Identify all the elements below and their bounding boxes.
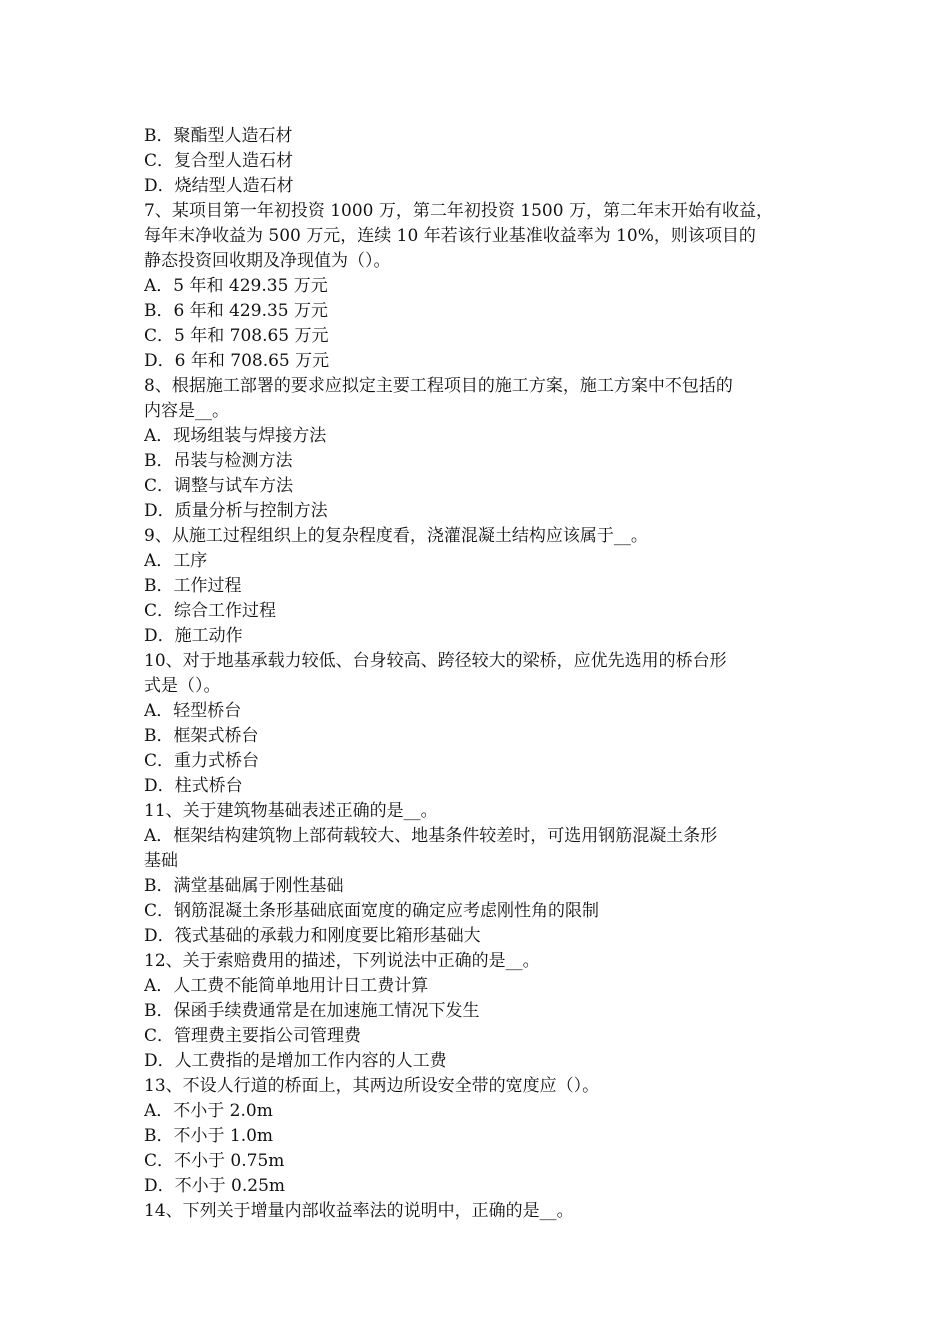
text-line: A．人工费不能简单地用计日工费计算 <box>144 976 429 996</box>
text-line: D．人工费指的是增加工作内容的人工费 <box>144 1051 447 1071</box>
text-line: 每年末净收益为 500 万元，连续 10 年若该行业基准收益率为 10%，则该项目的 <box>144 226 756 246</box>
text-line: B．6 年和 429.35 万元 <box>144 301 329 321</box>
text-line: C．不小于 0.75m <box>144 1151 285 1171</box>
text-line: B．保函手续费通常是在加速施工情况下发生 <box>144 1001 480 1021</box>
text-line: D．施工动作 <box>144 626 243 646</box>
text-line: C．综合工作过程 <box>144 601 277 621</box>
text-line: B．不小于 1.0m <box>144 1126 274 1146</box>
text-line: 10、对于地基承载力较低、台身较高、跨径较大的梁桥，应优先选用的桥台形 <box>144 651 727 671</box>
text-line: D．6 年和 708.65 万元 <box>144 351 330 371</box>
text-line: C．钢筋混凝土条形基础底面宽度的确定应考虑刚性角的限制 <box>144 901 600 921</box>
text-line: 8、根据施工部署的要求应拟定主要工程项目的施工方案，施工方案中不包括的 <box>144 376 733 396</box>
text-line: 11、关于建筑物基础表述正确的是__。 <box>144 801 438 821</box>
text-line: 12、关于索赔费用的描述，下列说法中正确的是__。 <box>144 951 540 971</box>
text-line: A．现场组装与焊接方法 <box>144 426 327 446</box>
text-line: 基础 <box>144 851 178 871</box>
text-line: C．复合型人造石材 <box>144 151 294 171</box>
text-line: A．不小于 2.0m <box>144 1101 273 1121</box>
text-line: C．调整与试车方法 <box>144 476 294 496</box>
text-line: B．满堂基础属于刚性基础 <box>144 876 344 896</box>
text-line: A．工序 <box>144 551 208 571</box>
text-line: B．框架式桥台 <box>144 726 259 746</box>
text-line: D．不小于 0.25m <box>144 1176 286 1196</box>
text-line: 13、不设人行道的桥面上，其两边所设安全带的宽度应（）。 <box>144 1076 600 1096</box>
text-line: 14、下列关于增量内部收益率法的说明中，正确的是__。 <box>144 1201 574 1221</box>
text-line: 式是（）。 <box>144 676 221 696</box>
text-line: 7、某项目第一年初投资 1000 万，第二年初投资 1500 万，第二年末开始有收益， <box>144 201 773 221</box>
text-line: C．重力式桥台 <box>144 751 260 771</box>
text-line: C．5 年和 708.65 万元 <box>144 326 329 346</box>
text-line: 静态投资回收期及净现值为（）。 <box>144 251 391 271</box>
text-line: B．吊装与检测方法 <box>144 451 293 471</box>
text-line: A．框架结构建筑物上部荷载较大、地基条件较差时，可选用钢筋混凝土条形 <box>144 826 718 846</box>
text-line: 内容是__。 <box>144 401 229 421</box>
text-line: D．质量分析与控制方法 <box>144 501 328 521</box>
text-line: A．5 年和 429.35 万元 <box>144 276 328 296</box>
text-line: 9、从施工过程组织上的复杂程度看，浇灌混凝土结构应该属于__。 <box>144 526 648 546</box>
text-line: D．柱式桥台 <box>144 776 243 796</box>
text-line: B．聚酯型人造石材 <box>144 126 293 146</box>
text-line: A．轻型桥台 <box>144 701 242 721</box>
text-line: B．工作过程 <box>144 576 242 596</box>
text-line: D．烧结型人造石材 <box>144 176 294 196</box>
text-line: C．管理费主要指公司管理费 <box>144 1026 362 1046</box>
document-body <box>144 124 814 1224</box>
text-line: D．筏式基础的承载力和刚度要比箱形基础大 <box>144 926 481 946</box>
